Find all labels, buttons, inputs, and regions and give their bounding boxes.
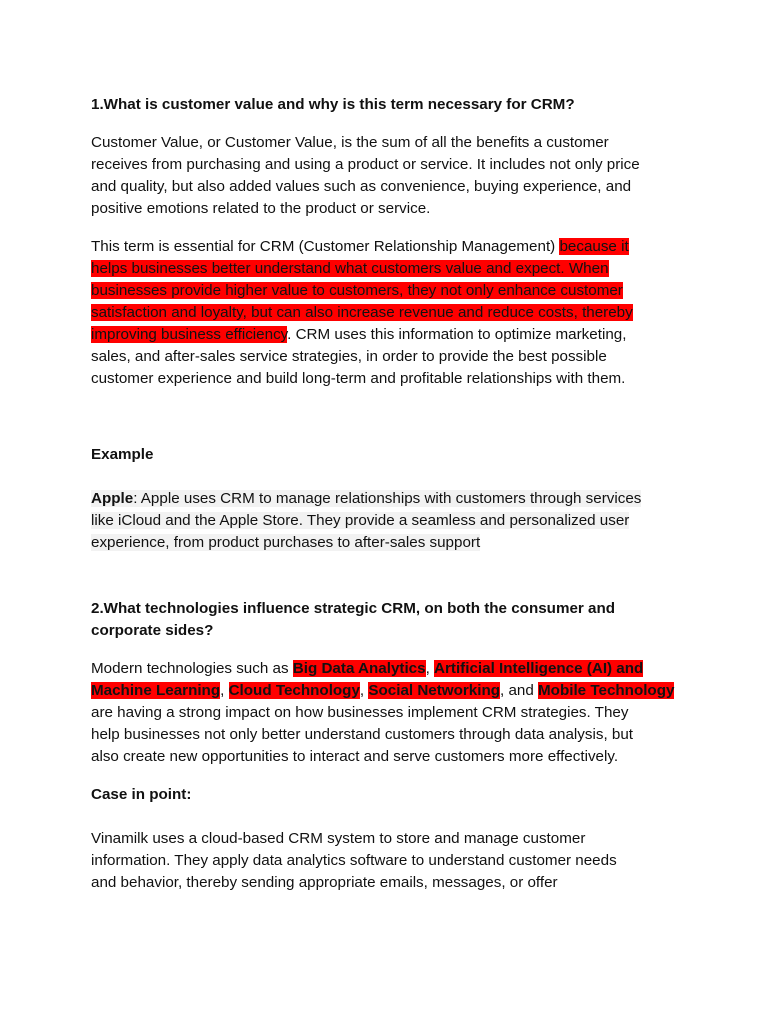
paragraph-line: customer experience and build long-term and profitable relationships with them. (91, 370, 626, 387)
question-1-heading: 1.What is customer value and why is this term necessary for CRM? (91, 96, 575, 113)
paragraph-line: are having a strong impact on how businesses implement CRM strategies. They (91, 704, 629, 721)
heading-line: corporate sides? (91, 622, 214, 639)
highlighted-term: Mobile Technology (538, 682, 675, 699)
paragraph-line (91, 258, 691, 280)
separator-text: , (425, 660, 435, 677)
plain-text: : Apple uses CRM to manage relationships with customers through services (133, 490, 642, 507)
paragraph-line: help businesses not only better understand customers through data analysis, but (91, 726, 634, 743)
paragraph-line (91, 302, 691, 324)
highlighted-term: Artificial Intelligence (AI) and (434, 660, 644, 677)
paragraph-line: and quality, but also added values such as convenience, buying experience, and (91, 178, 632, 195)
paragraph-line: also create new opportunities to interact and serve customers more effectively. (91, 748, 619, 765)
separator-text: , (359, 682, 369, 699)
case-in-point-heading: Case in point: (91, 786, 192, 803)
separator-text: , and (500, 682, 539, 699)
paragraph-line (91, 532, 691, 554)
highlighted-term: Big Data Analytics (292, 660, 426, 677)
paragraph-line (91, 236, 691, 258)
highlighted-term: Machine Learning (91, 682, 221, 699)
highlighted-text: helps businesses better understand what customers value and expect. When (91, 260, 609, 277)
question-1-paragraph-1 (91, 132, 691, 220)
paragraph-line (91, 280, 691, 302)
paragraph-line: information. They apply data analytics software to understand customer needs (91, 852, 617, 869)
plain-text: This term is essential for CRM (Customer Relationship Management) (91, 238, 560, 255)
paragraph-line (91, 324, 691, 346)
paragraph-line: sales, and after-sales service strategies, in order to provide the best possible (91, 348, 607, 365)
question-1-paragraph-2 (91, 236, 691, 390)
paragraph-line (91, 510, 691, 532)
plain-text: like iCloud and the Apple Store. They provide a seamless and personalized user (91, 512, 630, 529)
plain-text: experience, from product purchases to after-sales support (91, 534, 481, 551)
question-2-paragraph (91, 658, 691, 768)
case-paragraph (91, 828, 691, 894)
separator-text: , (220, 682, 229, 699)
paragraph-line: positive emotions related to the product or service. (91, 200, 431, 217)
highlighted-text: businesses provide higher value to customers, they not only enhance customer (91, 282, 623, 299)
paragraph-line: Customer Value, or Customer Value, is the sum of all the benefits a customer (91, 134, 609, 151)
highlighted-term: Cloud Technology (228, 682, 360, 699)
paragraph-line: receives from purchasing and using a product or service. It includes not only price (91, 156, 640, 173)
plain-text: . CRM uses this information to optimize marketing, (287, 326, 627, 343)
plain-text: Modern technologies such as (91, 660, 293, 677)
highlighted-text: satisfaction and loyalty, but can also increase revenue and reduce costs, thereby (91, 304, 633, 321)
highlighted-text: because it (559, 238, 629, 255)
apple-label: Apple (91, 490, 134, 507)
example-heading: Example (91, 446, 154, 463)
question-2-heading (91, 598, 691, 642)
paragraph-line: Vinamilk uses a cloud-based CRM system to store and manage customer (91, 830, 586, 847)
paragraph-line (91, 658, 691, 680)
highlighted-term: Social Networking (368, 682, 501, 699)
apple-example-paragraph (91, 488, 691, 554)
paragraph-line: and behavior, thereby sending appropriate emails, messages, or offer (91, 874, 558, 891)
paragraph-line (91, 488, 691, 510)
document-page (91, 94, 691, 894)
heading-line: 2.What technologies influence strategic CRM, on both the consumer and (91, 600, 616, 617)
paragraph-line (91, 680, 691, 702)
highlighted-text: improving business efficiency (91, 326, 288, 343)
